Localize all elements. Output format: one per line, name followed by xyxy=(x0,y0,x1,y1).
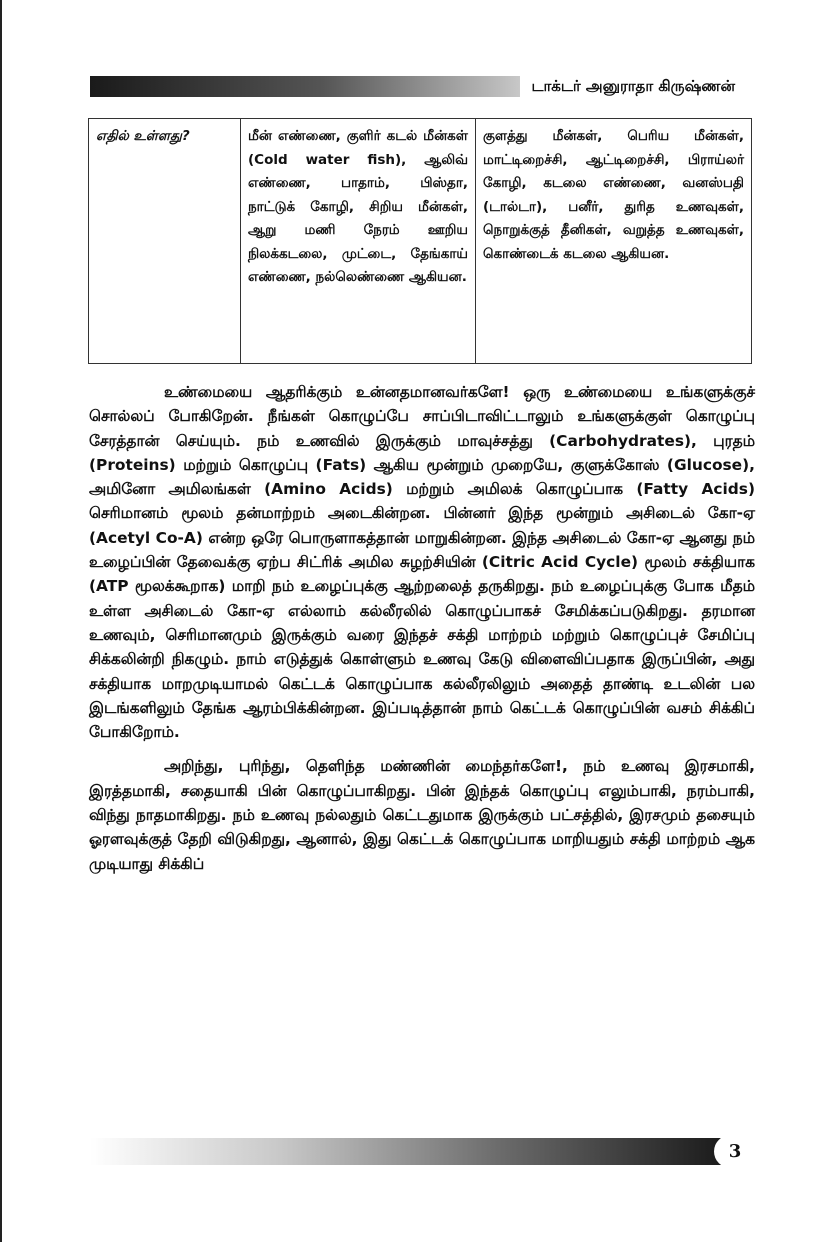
fat-sources-table xyxy=(88,118,752,364)
good-fat-sources-cell: மீன் எண்ணை, குளிர் கடல் மீன்கள் (Cold water fish), ஆலிவ் எண்ணை, பாதாம், பிஸ்தா, நாட்டுக் கோழி, சிறிய மீன்கள், ஆறு மணி நேரம் ஊறிய நிலக்கடலை, முட்டை, தேங்காய் எண்ணை, நல்லெண்ணை ஆகியன. xyxy=(241,119,476,364)
table-row xyxy=(89,119,752,364)
footer-gradient-bar xyxy=(90,1138,725,1165)
paragraph-1: உண்மையை ஆதரிக்கும் உன்னதமானவர்களே! ஒரு உண்மையை உங்களுக்குச் சொல்லப் போகிறேன். நீங்கள் கொழுப்பே சாப்பிடாவிட்டாலும் உங்களுக்குள் கொழுப்பு சேரத்தான் செய்யும். நம் உணவில் இருக்கும் மாவுச்சத்து (Carbohydrates), புரதம் (Proteins) மற்றும் கொழுப்பு (Fats) ஆகிய மூன்றும் முறையே, குளுக்கோஸ் (Glucose), அமினோ அமிலங்கள் (Amino Acids) மற்றும் அமிலக் கொழுப்பாக (Fatty Acids) செரிமானம் மூலம் தன்மாற்றம் அடைகின்றன. பின்னர் இந்த மூன்றும் அசிடைல் கோ-ஏ (Acetyl Co-A) என்ற ஒரே பொருளாகத்தான் மாறுகின்றன. இந்த அசிடைல் கோ-ஏ ஆனது நம் உழைப்பின் தேவைக்கு ஏற்ப சிட்ரிக் அமில சுழற்சியின் (Citric Acid Cycle) மூலம் சக்தியாக (ATP மூலக்கூறாக) மாறி நம் உழைப்புக்கு ஆற்றலைத் தருகிறது. நம் உழைப்புக்கு போக மீதம் உள்ள அசிடைல் கோ-ஏ எல்லாம் கல்லீரலில் கொழுப்பாகச் சேமிக்கப்படுகிறது. தரமான உணவும், செரிமானமும் இருக்கும் வரை இந்தச் சக்தி மாற்றம் மற்றும் கொழுப்புச் சேமிப்பு சிக்கலின்றி நிகழும். நாம் எடுத்துக் கொள்ளும் உணவு கேடு விளைவிப்பதாக இருப்பின், அது சக்தியாக மாறமுடியாமல் கெட்டக் கொழுப்பாக கல்லீரலிலும் அதைத் தாண்டி உடலின் பல இடங்களிலும் தேங்க ஆரம்பிக்கின்றன. இப்படித்தான் நாம் கெட்டக் கொழுப்பின் வசம் சிக்கிப் போகிறோம். xyxy=(89,383,755,742)
running-header-author: டாக்டர் அனுராதா கிருஷ்ணன் xyxy=(520,75,739,97)
body-text xyxy=(89,380,755,876)
page-number: 3 xyxy=(714,1135,756,1168)
row-label-cell: எதில் உள்ளது? xyxy=(89,119,241,364)
page-edge-line xyxy=(0,0,2,1242)
bad-fat-sources-cell: குளத்து மீன்கள், பெரிய மீன்கள், மாட்டிறைச்சி, ஆட்டிறைச்சி, பிராய்லர் கோழி, கடலை எண்ணை, வனஸ்பதி (டால்டா), பனீர், துரித உணவுகள், நொறுக்குத் தீனிகள், வறுத்த உணவுகள், கொண்டைக் கடலை ஆகியன. xyxy=(476,119,752,364)
paragraph-2: அறிந்து, புரிந்து, தெளிந்த மண்ணின் மைந்தர்களே!, நம் உணவு இரசமாகி, இரத்தமாகி, சதையாகி பின் கொழுப்பாகிறது. பின் இந்தக் கொழுப்பு எலும்பாகி, நரம்பாகி, விந்து நாதமாகிறது. நம் உணவு நல்லதும் கெட்டதுமாக இருக்கும் பட்சத்தில், இரசமும் தசையும் ஓரளவுக்குத் தேறி விடுகிறது, ஆனால், இது கெட்டக் கொழுப்பாக மாறியதும் சக்தி மாற்றம் ஆக முடியாது சிக்கிப் xyxy=(89,757,755,873)
